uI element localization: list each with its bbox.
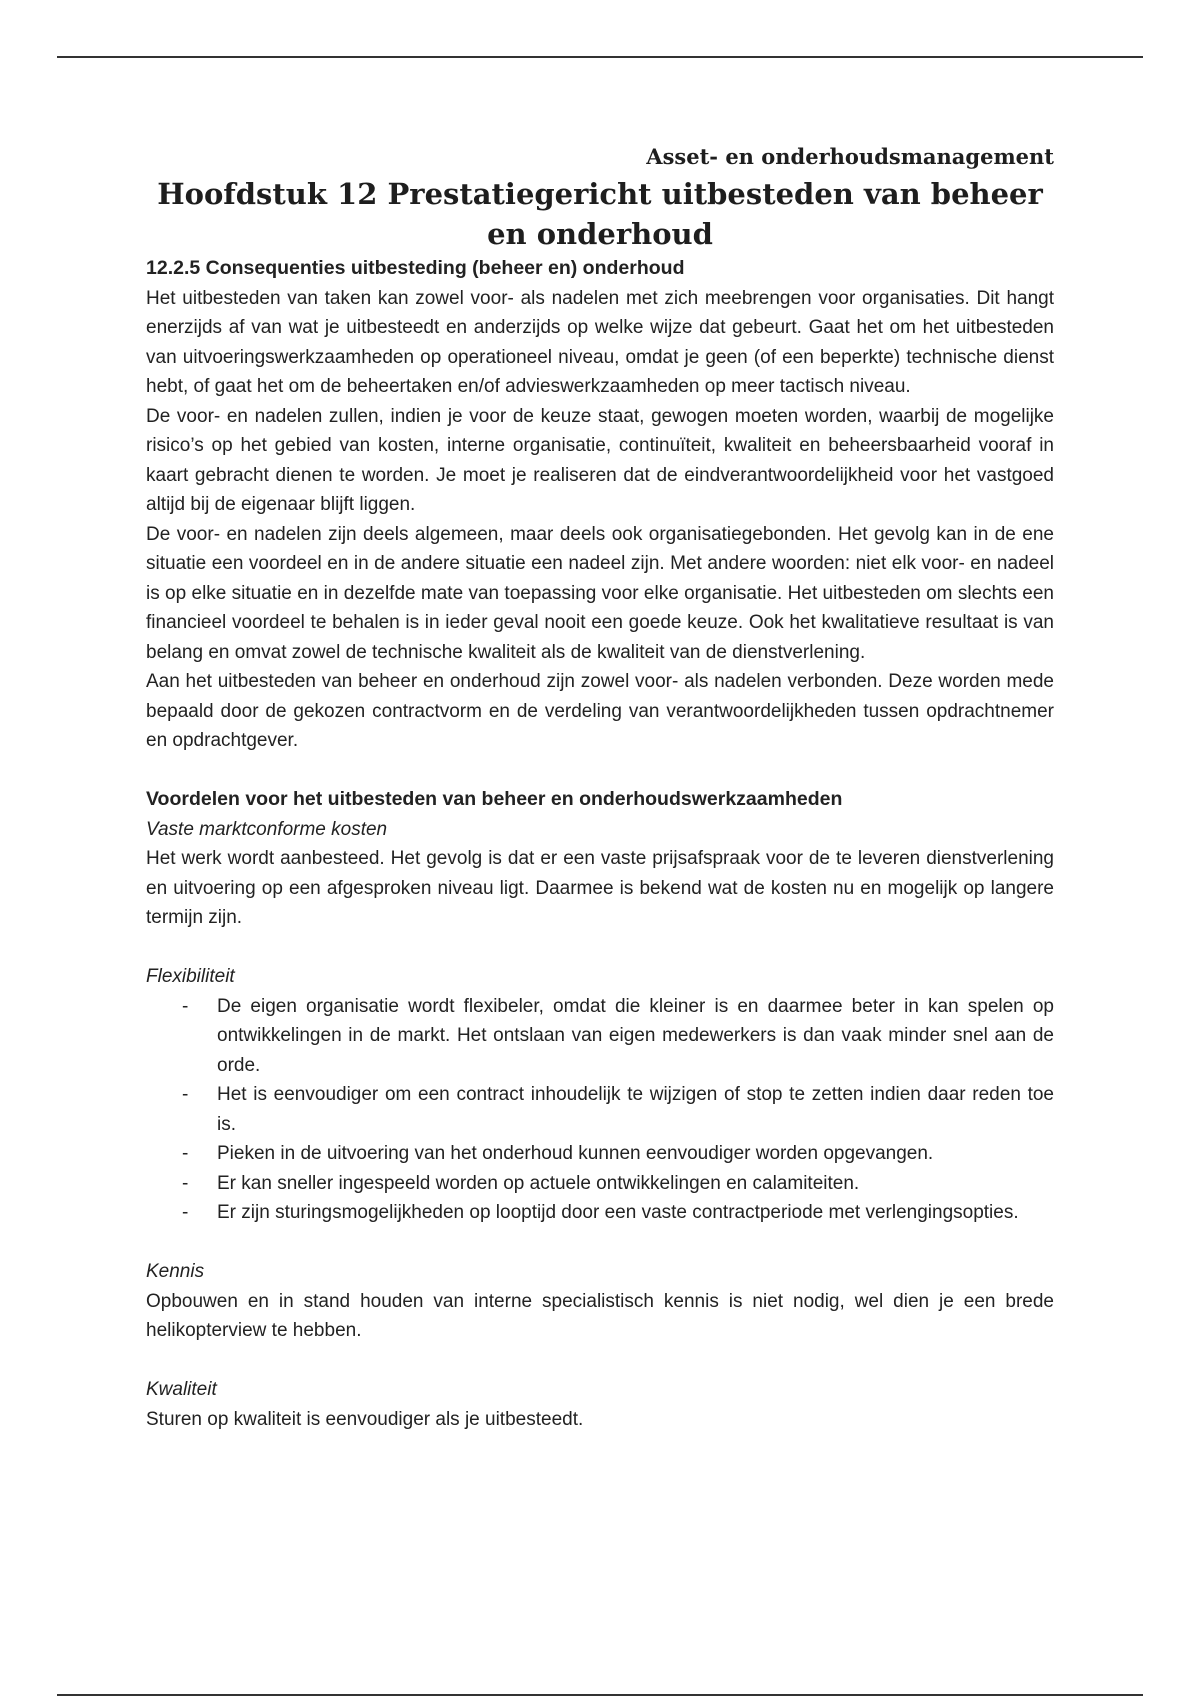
list-item bbox=[146, 992, 1054, 1081]
flexibility-subhead: Flexibiliteit bbox=[146, 966, 235, 987]
bullet-marker: - bbox=[182, 1172, 189, 1194]
advantages-heading: Voordelen voor het uitbesteden van beheer en onderhoudswerkzaamheden bbox=[146, 788, 843, 810]
list-item bbox=[146, 1198, 1054, 1228]
intro-paragraph: De voor- en nadelen zullen, indien je voor de keuze staat, gewogen moeten worden, waarbij de mogelijke risico’s op het gebied van kosten, interne organisatie, continuïteit, kwaliteit en beheersbaarheid vooraf in kaart gebracht dienen te worden. Je moet je realiseren dat de eindverantwoordelijkheid voor het vastgoed altijd bij de eigenaar blijft liggen. bbox=[146, 405, 1054, 515]
top-rule bbox=[57, 56, 1143, 58]
flexibility-list bbox=[146, 992, 1054, 1228]
bullet-marker: - bbox=[182, 1143, 189, 1164]
list-item-text: Het is eenvoudiger om een contract inhoudelijk te wijzigen of stop te zetten indien daar reden toe is. bbox=[217, 1084, 1054, 1135]
quality-text: Sturen op kwaliteit is eenvoudiger als je uitbesteedt. bbox=[146, 1408, 584, 1430]
list-item-text: Er kan sneller ingespeeld worden op actuele ontwikkelingen en calamiteiten. bbox=[217, 1172, 860, 1194]
list-item bbox=[146, 1139, 1054, 1169]
list-item-text: Er zijn sturingsmogelijkheden op looptijd door een vaste contractperiode met verlengingsopties. bbox=[217, 1202, 1019, 1223]
list-item-text: De eigen organisatie wordt flexibeler, omdat die kleiner is en daarmee beter in kan spelen op ontwikkelingen in de markt. Het ontslaan van eigen medewerkers is dan vaak minder snel aan de orde. bbox=[217, 995, 1054, 1076]
fixed-costs-text: Het werk wordt aanbesteed. Het gevolg is dat er een vaste prijsafspraak voor de te leveren dienstverlening en uitvoering op een afgesproken niveau ligt. Daarmee is bekend wat de kosten nu en mogelijk op langere termijn zijn. bbox=[146, 848, 1054, 928]
bullet-marker: - bbox=[182, 995, 189, 1017]
running-header: Asset- en onderhoudsmanagement bbox=[646, 144, 1054, 169]
chapter-title: Hoofdstuk 12 Prestatiegericht uitbesteden van beheer en onderhoud bbox=[157, 177, 1043, 251]
list-item-text: Pieken in de uitvoering van het onderhoud kunnen eenvoudiger worden opgevangen. bbox=[217, 1143, 934, 1164]
quality-subhead: Kwaliteit bbox=[146, 1379, 217, 1400]
intro-paragraph: De voor- en nadelen zijn deels algemeen, maar deels ook organisatiegebonden. Het gevolg kan in de ene situatie een voordeel en in de andere situatie een nadeel zijn. Met andere woorden: niet elk voor- en nadeel is op elke situatie en in dezelfde mate van toepassing voor elke organisatie. Het uitbesteden om slechts een financieel voordeel te behalen is in ieder geval nooit een goede keuze. Ook het kwalitatieve resultaat is van belang en omvat zowel de technische kwaliteit als de kwaliteit van de dienstverlening. bbox=[146, 523, 1054, 663]
list-item bbox=[146, 1080, 1054, 1139]
list-item bbox=[146, 1169, 1054, 1199]
section-heading: 12.2.5 Consequenties uitbesteding (beheer en) onderhoud bbox=[146, 257, 685, 279]
page-content bbox=[146, 140, 1054, 1434]
knowledge-subhead: Kennis bbox=[146, 1261, 205, 1282]
bullet-marker: - bbox=[182, 1084, 189, 1105]
knowledge-text: Opbouwen en in stand houden van interne specialistisch kennis is niet nodig, wel dien je een brede helikopterview te hebben. bbox=[146, 1290, 1054, 1341]
bottom-rule bbox=[57, 1694, 1143, 1696]
intro-paragraph: Het uitbesteden van taken kan zowel voor- als nadelen met zich meebrengen voor organisaties. Dit hangt enerzijds af van wat je uitbesteedt en anderzijds op welke wijze dat gebeurt. Gaat het om het uitbesteden van uitvoeringswerkzaamheden op operationeel niveau, omdat je geen (of een beperkte) technische dienst hebt, of gaat het om de beheertaken en/of advieswerkzaamheden op meer tactisch niveau. bbox=[146, 287, 1054, 397]
fixed-costs-subhead: Vaste marktconforme kosten bbox=[146, 818, 388, 840]
bullet-marker: - bbox=[182, 1202, 189, 1223]
intro-paragraph: Aan het uitbesteden van beheer en onderhoud zijn zowel voor- als nadelen verbonden. Deze worden mede bepaald door de gekozen contractvorm en de verdeling van verantwoordelijkheden tussen opdrachtnemer en opdrachtgever. bbox=[146, 671, 1054, 751]
